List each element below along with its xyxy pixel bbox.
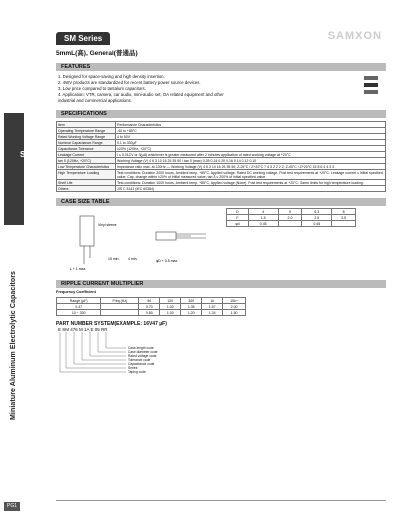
spec-item: Shelf Life [57, 180, 116, 186]
length-label: L + 1 max. [70, 267, 87, 271]
specifications-heading: SPECIFICATIONS [56, 110, 386, 118]
features-list [56, 74, 386, 104]
table-cell: 0.70 [139, 304, 160, 310]
features-heading: FEATURES [56, 63, 386, 71]
pn-label: Rated voltage code [128, 354, 157, 358]
pn-label: Taping code [128, 370, 146, 374]
table-cell: 5 [278, 209, 302, 215]
column-header: 10k~ [223, 298, 246, 304]
spec-value: 4 to 50V [116, 134, 386, 140]
feature-item: industrial and commercial applications. [58, 98, 132, 103]
spec-value: Test conditions: Duration 1000 hours, Ambient temp. +85°C, Applied voltage (None). Post test requirements at +20°C: Same limits for high temperature loading. [116, 180, 386, 186]
capacitor-drawing [56, 206, 216, 272]
spec-item: Capacitance Tolerance [57, 146, 116, 152]
spec-item: Others [57, 186, 116, 192]
table-row [227, 221, 356, 227]
table-cell: 1.34 [202, 310, 223, 316]
diameter-label: φD + 0.5 max. [156, 259, 179, 263]
feature-item: 4. Application: VTR, camera, car audio, mini-audio set, OA related equipment and other [58, 92, 224, 97]
part-number-leaders [56, 332, 176, 376]
sidebar [0, 0, 42, 518]
table-cell: 2.5 [302, 215, 332, 221]
spec-value: I ≤ 0.01CV or 3(µA) whichever is greater measured after 2 minutes application of rated working voltage at +20°C [116, 152, 386, 158]
column-header: Freq (Hz) [101, 298, 139, 304]
column-header: Performance Characteristics [116, 122, 386, 128]
case-size-table [226, 208, 356, 227]
case-size-heading: CASE SIZE TABLE [56, 198, 386, 206]
brand-logo: SAMXON [327, 30, 382, 42]
column-header: 50 [139, 298, 160, 304]
table-cell: 0.47 [57, 304, 101, 310]
spec-item: tan δ (120Hz, +20°C) [57, 158, 116, 164]
footer-divider [56, 500, 386, 501]
ripple-heading: RIPPLE CURRENT MULTIPLIER [56, 280, 386, 288]
category-vertical-label: Miniature Aluminum Electrolytic Capacitors [10, 270, 17, 420]
feature-item: 1. Designed for space-saving and high density insertion. [58, 74, 165, 79]
table-cell: 2.00 [223, 304, 246, 310]
series-title: SM Series [56, 32, 110, 45]
spec-value: Test conditions: Duration 2000 hours, Ambient temp. +85°C, Applied voltage: Rated DC working voltage. Post test requirements at +20°C: Leakage current ≤ initial specified value; Cap. change within ±20% of initial measured value; tan δ ≤ 200% of initial specified value [116, 170, 386, 180]
spec-item: Rated Working Voltage Range [57, 134, 116, 140]
column-header: 300 [181, 298, 202, 304]
spec-value: ±20% (120Hz, +20°C) [116, 146, 386, 152]
feature-item: 2. 4WV products are standardized for recent battery power source devices. [58, 80, 201, 85]
spec-value: -40 to +85°C [116, 128, 386, 134]
column-header: Range (µF) [57, 298, 101, 304]
table-cell [332, 221, 356, 227]
page-number: PG1 [4, 502, 20, 511]
datasheet-content [56, 28, 386, 376]
table-cell: 8 [332, 209, 356, 215]
feature-item: 3. Low price compared to tantalum capacitors. [58, 86, 146, 91]
column-header: 1k [202, 298, 223, 304]
pn-label: Capacitance code [128, 362, 155, 366]
table-cell: 0.45 [248, 221, 278, 227]
table-cell: 1.00 [160, 304, 181, 310]
pn-label: Case length code [128, 346, 154, 350]
certification-badge-icon [364, 90, 378, 94]
part-number-heading: PART NUMBER SYSTEM(EXAMPLE: 16V47 µF) [56, 321, 167, 327]
spec-item: Leakage Current [57, 152, 116, 158]
pn-label: Case diameter code [128, 350, 158, 354]
spec-item: Low Temperature Characteristics [57, 164, 116, 170]
spec-value: 0.1 to 330µF [116, 140, 386, 146]
table-cell [278, 221, 302, 227]
table-cell: φd [227, 221, 249, 227]
series-marker [4, 113, 24, 225]
series-code: SM [20, 150, 32, 159]
pn-label: Series [128, 366, 138, 370]
pn-label: Tolerance code [128, 358, 151, 362]
table-cell: 2.0 [278, 215, 302, 221]
lead-label: 15 min. [108, 257, 120, 261]
case-size-section [56, 206, 386, 274]
part-number-diagram [56, 332, 386, 376]
table-row [57, 186, 386, 192]
compliance-badge-icon [364, 83, 378, 87]
table-cell: 1.00 [160, 310, 181, 316]
table-cell: 4 [248, 209, 278, 215]
pitch-label: 4 min. [128, 257, 138, 261]
table-cell: 1.5 [248, 215, 278, 221]
column-header: 120 [160, 298, 181, 304]
column-header: Item [57, 122, 116, 128]
table-cell: 6.3 [302, 209, 332, 215]
table-cell: 0.80 [139, 310, 160, 316]
spec-value: Impedance ratio max. at 120Hz — Working Voltage (V) 4 6.3 10 16 25 35 50; Z-25°C / Z+20°C 7 4 3 2 2 2 2; Z-40°C / Z+20°C 15 8 6 4 4 3 3 [116, 164, 386, 170]
table-cell: 1.20 [181, 310, 202, 316]
table-cell [101, 310, 139, 316]
rohs-badge-icon [364, 76, 378, 80]
table-cell: 1.35 [181, 304, 202, 310]
part-number-example: E SM 476 M 1A E 05 RR [58, 327, 108, 332]
table-cell: 3.5 [332, 215, 356, 221]
table-cell: 1.50 [223, 310, 246, 316]
sleeve-label: Vinyl sleeve [98, 223, 117, 227]
ripple-subtitle: Frequency Coefficient [56, 290, 96, 294]
table-cell: 10 ~ 330 [57, 310, 101, 316]
spec-item: Nominal Capacitance Range [57, 140, 116, 146]
table-row [57, 310, 246, 316]
series-subtitle: 5mmL(高), General(普通品) [56, 50, 138, 57]
spec-value: JIS C 5141 (IEC 60384) [116, 186, 386, 192]
spec-item: Operating Temperature Range [57, 128, 116, 134]
table-cell: F [227, 215, 249, 221]
specifications-table [56, 121, 386, 192]
table-cell: D [227, 209, 249, 215]
table-cell: 1.57 [202, 304, 223, 310]
ripple-table [56, 297, 246, 316]
spec-value: Working Voltage (V) 4 6.3 10 16 25 35 50 / tan δ (max) 0.35 0.24 0.20 0.16 0.14 0.12 0.10 [116, 158, 386, 164]
spec-item: High Temperature Loading [57, 170, 116, 180]
table-row [57, 170, 386, 180]
table-cell: 0.45 [302, 221, 332, 227]
